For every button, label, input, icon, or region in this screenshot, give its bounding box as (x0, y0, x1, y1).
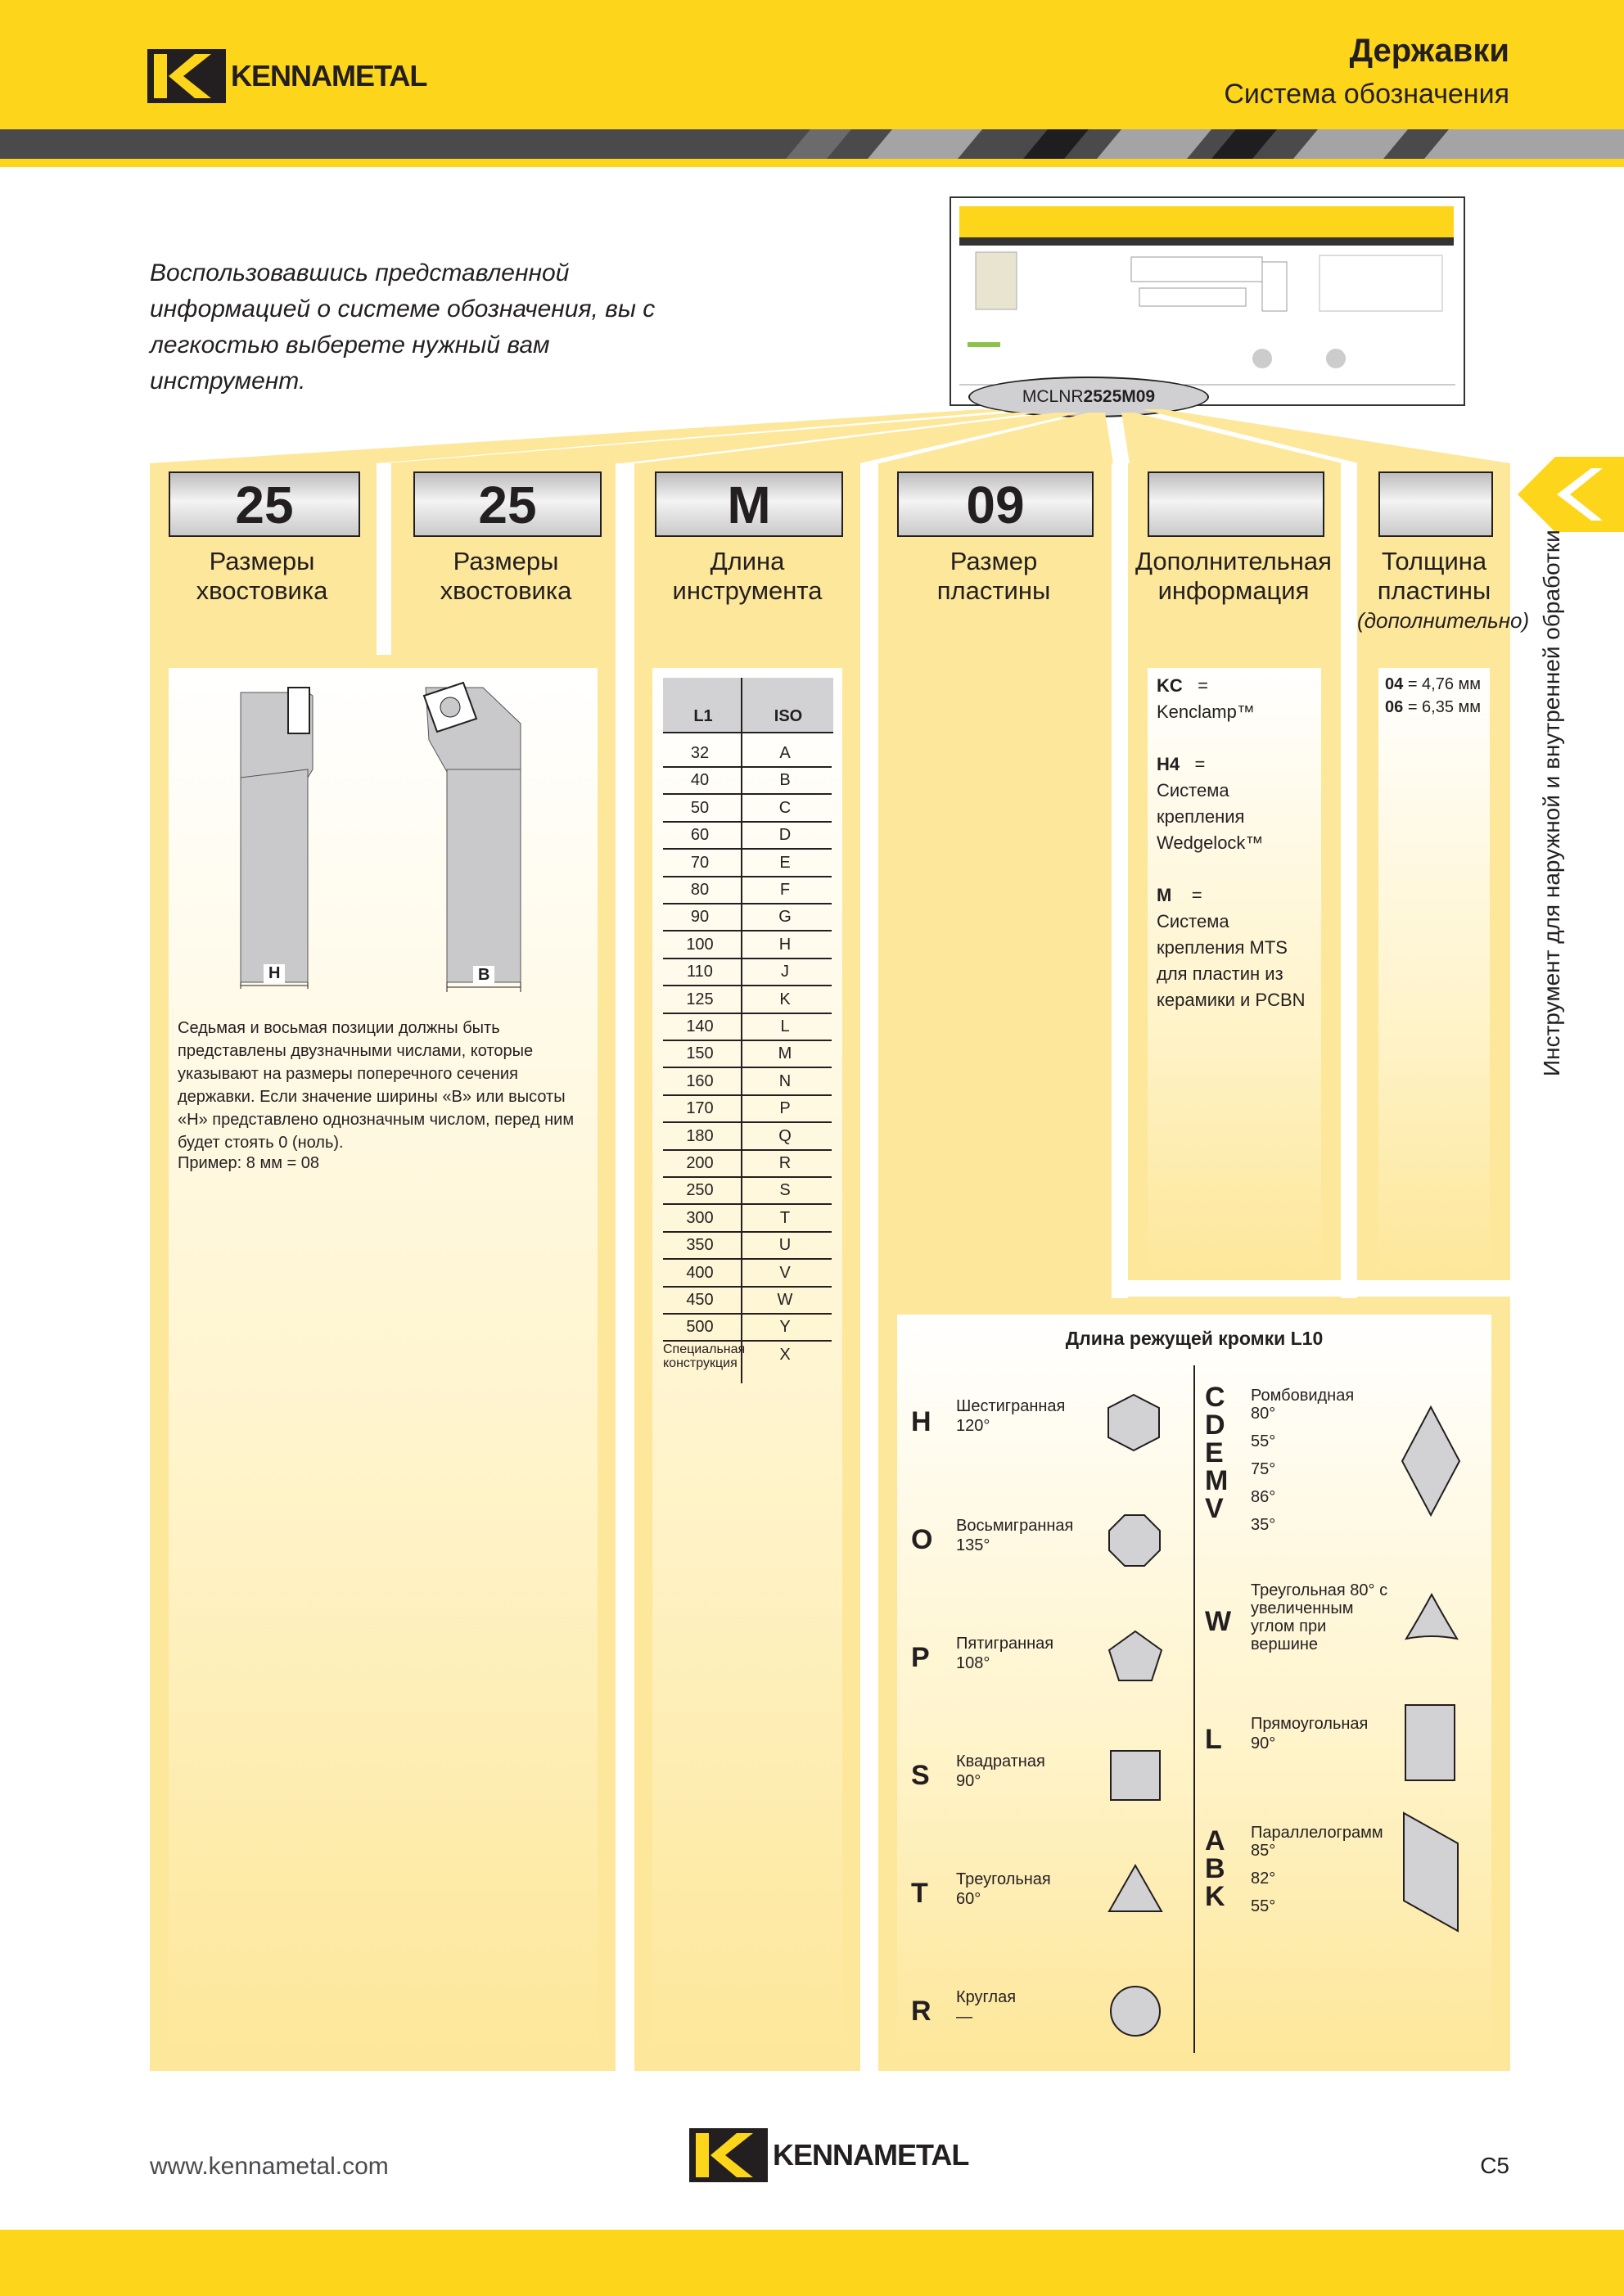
shape-letter-h: H (911, 1406, 932, 1437)
iso-code: D (778, 826, 792, 845)
shape-letter-o: O (911, 1524, 933, 1555)
footer-logo-wordmark: KENNAMETAL (773, 2138, 969, 2172)
code-box-shank-width: 25 (413, 471, 602, 537)
iso-code: C (778, 798, 792, 817)
code-prefix: MCLNR (1022, 387, 1084, 406)
additional-item-kc: KC = Kenclamp™ (1157, 675, 1255, 722)
page-number: C5 (1480, 2153, 1509, 2178)
length-table-row (663, 821, 832, 850)
additional-item-m: M = Система крепления MTS для пластин из керамики и PCBN (1157, 885, 1306, 1010)
octagon-icon (1107, 1513, 1162, 1568)
section-vertical-label: Инструмент для наружной и внутренней обработки (1539, 530, 1564, 1076)
iso-code: Q (778, 1126, 792, 1145)
length-table-row (663, 1122, 832, 1151)
shape-name-trigon: Треугольная 80° с увеличенным углом при вершине (1251, 1581, 1388, 1653)
code-box-thickness (1378, 471, 1493, 537)
shape-name-hexagon: Шестигранная 120° (956, 1397, 1066, 1435)
thickness-panel (1378, 668, 1490, 1274)
length-value: 100 (686, 935, 714, 954)
code-fan-connector (0, 393, 1624, 475)
shank-description: Седьмая и восьмая позиции должны быть представлены двузначными числами, которые указывают на размеры поперечного сечения державки. Если значение ширины «B» или высоты «H» представлено однозначным числом, перед ним будет стоять 0 (ноль). (178, 1019, 575, 1152)
length-table-row (663, 1067, 832, 1096)
length-table-row (663, 1204, 832, 1233)
length-table-row (663, 986, 832, 1014)
header-accent-bar (0, 159, 1624, 167)
length-table-row (663, 958, 832, 986)
label-thickness-note: (дополнительно) (1357, 608, 1530, 633)
length-table-row (663, 876, 832, 904)
iso-code: W (777, 1291, 793, 1309)
length-value: 125 (686, 990, 714, 1008)
iso-code: K (779, 990, 791, 1008)
shape-letter-w: W (1205, 1606, 1232, 1637)
code-box-insert-size: 09 (897, 471, 1094, 537)
length-table-header (663, 678, 833, 732)
additional-list (1157, 673, 1317, 1013)
iso-code: U (778, 1236, 792, 1255)
shape-letters-parallelogram: A B K (1205, 1825, 1225, 1912)
dimension-h-label: H (264, 964, 285, 983)
length-table-row (663, 1013, 832, 1041)
iso-code: S (779, 1181, 791, 1200)
length-table-row (663, 1040, 832, 1068)
square-icon (1108, 1748, 1162, 1802)
header-stripe (0, 129, 1624, 159)
additional-item-h4: H4 = Система крепления Wedgelock™ (1157, 754, 1264, 853)
label-tool-length: Длина инструмента (672, 547, 823, 605)
length-table-header-l1: L1 (693, 707, 713, 725)
length-value: 50 (690, 798, 710, 817)
shape-name-round: Круглая — (956, 1988, 1017, 2026)
iso-code: N (778, 1071, 792, 1090)
iso-code: G (778, 908, 792, 927)
thickness-list (1385, 673, 1490, 719)
iso-code: F (779, 881, 791, 899)
length-value: 300 (686, 1208, 714, 1227)
iso-code: M (778, 1044, 792, 1063)
length-table-row (663, 1341, 832, 1380)
cutting-edge-title: Длина режущей кромки L10 (1065, 1328, 1324, 1349)
length-table-row (663, 1094, 832, 1123)
length-table-row (663, 766, 832, 795)
page-subtitle: Система обозначения (1224, 79, 1509, 110)
length-value: 110 (687, 963, 713, 981)
logo-wordmark: KENNAMETAL (231, 59, 427, 92)
rhombus-icon (1400, 1405, 1462, 1518)
shape-name-octagon: Восьмигранная 135° (956, 1517, 1074, 1554)
intro-text: Воспользовавшись представленной информацией о системе обозначения, вы с легкостью выберете нужный вам инструмент. (150, 259, 656, 395)
footer-kennametal-logo (689, 2128, 968, 2182)
thickness-item-06: 06 = 6,35 мм (1385, 698, 1482, 716)
length-table-row (663, 1286, 832, 1315)
length-value: 70 (690, 853, 710, 872)
shape-name-pentagon: Пятигранная 108° (956, 1635, 1054, 1672)
code-box-additional (1148, 471, 1324, 537)
length-table-row (663, 903, 832, 931)
code-highlight: 2525M09 (1083, 387, 1156, 406)
pentagon-icon (1107, 1629, 1164, 1683)
code-box-shank-height: 25 (169, 471, 360, 537)
length-table-row (663, 849, 832, 877)
shape-name-square: Квадратная 90° (956, 1752, 1045, 1790)
iso-code: R (778, 1154, 792, 1172)
length-value: 40 (690, 771, 710, 790)
toolholder-diagram (221, 679, 548, 999)
label-shank-size-1: Размеры хвостовика (196, 547, 328, 605)
trigon-icon (1403, 1591, 1460, 1644)
iso-code: X (779, 1345, 791, 1364)
length-table-row (663, 739, 832, 768)
page-title: Державки (1349, 33, 1509, 69)
kennametal-logo[interactable] (147, 49, 426, 103)
circle-icon (1108, 1984, 1162, 2038)
shape-letter-s: S (911, 1760, 930, 1791)
shape-letter-t: T (911, 1878, 928, 1909)
length-table-row (663, 1231, 832, 1260)
insert-table-divider (1193, 1365, 1195, 2053)
length-value: 170 (686, 1099, 714, 1118)
footer-url[interactable]: www.kennametal.com (150, 2153, 389, 2180)
length-value: 90 (690, 908, 710, 927)
length-value: 350 (686, 1236, 714, 1255)
iso-code: V (779, 1263, 791, 1282)
shape-letter-p: P (911, 1642, 930, 1673)
length-table-row (663, 794, 832, 823)
parallelogram-icon (1401, 1811, 1460, 1933)
label-shank-size-2: Размеры хвостовика (440, 547, 572, 605)
triangle-icon (1107, 1863, 1164, 1914)
length-value: 400 (686, 1263, 714, 1282)
iso-code: Y (779, 1318, 791, 1337)
iso-code: J (781, 963, 789, 981)
rectangle-icon (1403, 1703, 1457, 1783)
length-table-row (663, 931, 832, 959)
length-value: 80 (690, 881, 710, 899)
length-table-header-iso: ISO (774, 707, 803, 725)
length-table-row (663, 1176, 832, 1205)
length-value: 500 (686, 1318, 714, 1337)
length-value: 200 (686, 1154, 714, 1172)
catalog-page-thumbnail (950, 196, 1465, 406)
footer-k-icon (689, 2128, 768, 2182)
dimension-b-label: B (473, 966, 494, 985)
iso-code: L (780, 1017, 790, 1035)
length-value: 140 (686, 1017, 714, 1035)
shape-letters-rhombic: C D E M V (1205, 1382, 1229, 1524)
iso-code: P (779, 1099, 791, 1118)
iso-code: H (778, 935, 792, 954)
length-table-row (663, 1313, 832, 1342)
length-table-row (663, 1149, 832, 1178)
thickness-item-04: 04 = 4,76 мм (1385, 675, 1482, 693)
length-value: 180 (686, 1126, 714, 1145)
length-value: 250 (686, 1181, 714, 1200)
shape-name-parallelogram: Параллелограмм 85° 82° 55° (1251, 1824, 1383, 1915)
iso-code: B (779, 771, 791, 790)
shape-letter-r: R (911, 1996, 932, 2027)
iso-code: E (779, 853, 791, 872)
label-additional-info: Дополнительная информация (1135, 547, 1332, 605)
label-insert-size: Размер пластины (936, 547, 1051, 605)
shape-name-rhombic: Ромбовидная 80° 55° 75° 86° 35° (1251, 1387, 1355, 1534)
label-insert-thickness: Толщина пластины (1377, 547, 1491, 605)
length-value: 450 (686, 1291, 714, 1309)
length-value: 60 (690, 826, 710, 845)
code-box-tool-length: M (655, 471, 843, 537)
kennametal-k-icon (147, 49, 226, 103)
length-value: 32 (690, 744, 710, 762)
length-table-row (663, 1259, 832, 1288)
shape-name-rectangle: Прямоугольная 90° (1251, 1715, 1369, 1752)
iso-code: A (779, 744, 791, 762)
iso-code: T (779, 1208, 791, 1227)
length-value: 150 (686, 1044, 714, 1063)
hexagon-icon (1105, 1392, 1162, 1454)
shape-name-triangle: Треугольная 60° (956, 1870, 1051, 1908)
shank-example: Пример: 8 мм = 08 (178, 1154, 319, 1172)
length-value: 160 (686, 1071, 714, 1090)
length-value: Специальная конструкция (663, 1342, 746, 1370)
footer-band (0, 2230, 1624, 2296)
shape-letter-l: L (1205, 1724, 1222, 1755)
section-tab-icon[interactable] (1518, 457, 1624, 532)
